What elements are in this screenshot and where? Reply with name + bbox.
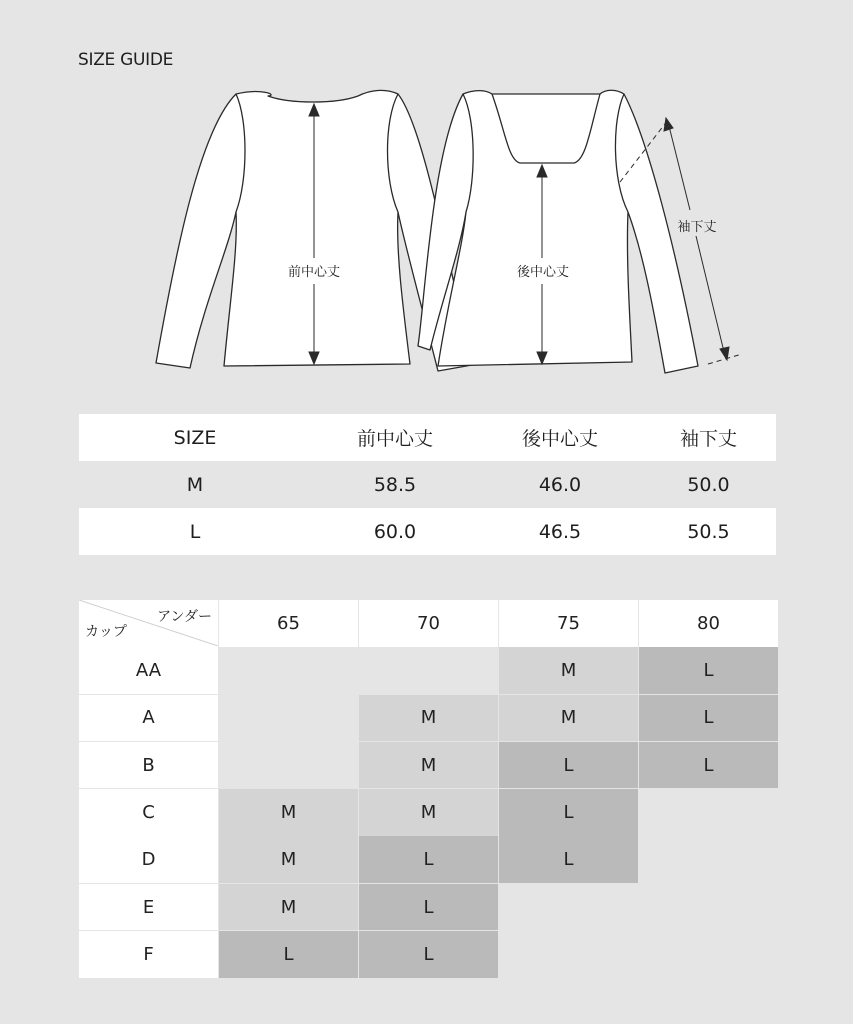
front-length-label: 前中心丈 <box>287 265 341 280</box>
value-cell: 60.0 <box>311 508 479 555</box>
size-table <box>79 414 776 555</box>
value-cell: 46.0 <box>479 461 641 508</box>
corner-cell <box>79 600 218 647</box>
size-cell: M <box>359 742 498 789</box>
header-sleeve-length: 袖下丈 <box>641 414 776 461</box>
size-cell: L <box>639 695 778 742</box>
under-bust-label: アンダー <box>157 609 212 625</box>
cup-row-header: D <box>79 836 218 883</box>
sleeve-length-label: 袖下丈 <box>677 220 717 235</box>
column-header: 75 <box>499 600 638 647</box>
value-cell: 50.5 <box>641 508 776 555</box>
column-header: 70 <box>359 600 498 647</box>
cup-row-header: A <box>79 695 218 742</box>
size-cell: L <box>499 742 638 789</box>
size-cell: M <box>499 647 638 694</box>
size-cell <box>639 836 778 883</box>
cup-size-table <box>79 600 778 978</box>
page-title: SIZE GUIDE <box>78 50 174 70</box>
size-cell: M <box>499 695 638 742</box>
cup-row-header: E <box>79 884 218 931</box>
cup-row-header: B <box>79 742 218 789</box>
size-cell <box>639 931 778 978</box>
back-garment <box>418 90 698 373</box>
size-cell <box>499 884 638 931</box>
size-cell: L <box>219 931 358 978</box>
value-cell: 50.0 <box>641 461 776 508</box>
cup-row-header: F <box>79 931 218 978</box>
size-cell: M <box>79 461 311 508</box>
size-cell <box>219 695 358 742</box>
header-back-length: 後中心丈 <box>479 414 641 461</box>
header-size: SIZE <box>79 414 311 461</box>
cup-row-header: C <box>79 789 218 836</box>
column-header: 65 <box>219 600 358 647</box>
size-cell: L <box>359 836 498 883</box>
size-cell <box>219 647 358 694</box>
value-cell: 58.5 <box>311 461 479 508</box>
column-header: 80 <box>639 600 778 647</box>
size-cell <box>219 742 358 789</box>
size-cell <box>359 647 498 694</box>
size-table-header <box>79 414 776 461</box>
garment-illustration <box>0 0 853 400</box>
cup-row-header: AA <box>79 647 218 694</box>
size-cell: L <box>79 508 311 555</box>
size-cell: M <box>219 789 358 836</box>
size-cell <box>639 884 778 931</box>
size-cell: L <box>359 884 498 931</box>
size-cell: M <box>359 695 498 742</box>
header-front-length: 前中心丈 <box>311 414 479 461</box>
size-cell: L <box>499 789 638 836</box>
table-row <box>79 461 776 508</box>
size-cell: L <box>639 742 778 789</box>
size-cell: L <box>639 647 778 694</box>
value-cell: 46.5 <box>479 508 641 555</box>
size-cell: M <box>359 789 498 836</box>
size-cell: M <box>219 884 358 931</box>
size-cell <box>499 931 638 978</box>
back-length-label: 後中心丈 <box>516 265 570 280</box>
size-cell: M <box>219 836 358 883</box>
cup-label: カップ <box>85 623 127 640</box>
size-cell <box>639 789 778 836</box>
size-cell: L <box>499 836 638 883</box>
size-cell: L <box>359 931 498 978</box>
table-row <box>79 508 776 555</box>
